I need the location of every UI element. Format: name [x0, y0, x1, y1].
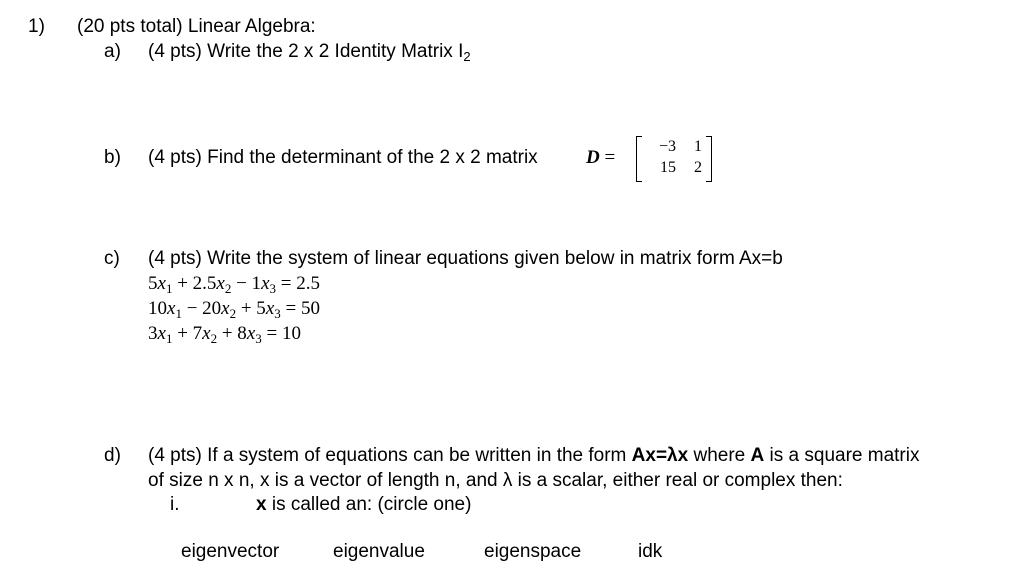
- equation-1: $5x_1 + 2.5x_2 - 1x_3 = 2.5$: [148, 273, 320, 296]
- option-eigenvalue[interactable]: eigenvalue: [333, 541, 425, 562]
- matrix-left-bracket: [636, 136, 642, 182]
- matrix-cell: 15: [660, 159, 676, 176]
- matrix-d: [636, 136, 712, 180]
- part-b-text: (4 pts) Find the determinant of the 2 x 2 matrix: [148, 147, 538, 168]
- equation-2: $10x_1 - 20x_2 + 5x_3 = 50$: [148, 298, 320, 321]
- matrix-cell: 1: [694, 138, 702, 155]
- matrix-right-bracket: [706, 136, 712, 182]
- part-d-line-1: (4 pts) If a system of equations can be written in the form Ax=λx where A is a square matrix: [148, 445, 920, 466]
- option-eigenvector[interactable]: eigenvector: [181, 541, 280, 562]
- part-a-subscript: 2: [463, 49, 471, 64]
- part-d-label: d): [104, 445, 121, 466]
- part-b-variable: D =: [586, 147, 616, 168]
- matrix-cell: −3: [658, 138, 676, 155]
- part-a-prompt: (4 pts) Write the 2 x 2 Identity Matrix I: [148, 41, 464, 62]
- matrix-cell: 2: [694, 159, 702, 176]
- part-a-text: [148, 41, 471, 64]
- question-number: 1): [28, 16, 45, 37]
- question-title: (20 pts total) Linear Algebra:: [77, 16, 316, 37]
- part-d-subquestion: x is called an: (circle one): [256, 494, 472, 515]
- part-d-line-2: of size n x n, x is a vector of length n, and λ is a scalar, either real or complex then:: [148, 470, 843, 491]
- option-idk[interactable]: idk: [638, 541, 663, 562]
- part-c-label: c): [104, 248, 120, 269]
- part-d-roman-label: i.: [170, 494, 180, 515]
- part-a-label: a): [104, 41, 121, 62]
- option-eigenspace[interactable]: eigenspace: [484, 541, 582, 562]
- part-b-label: b): [104, 147, 121, 168]
- part-c-text: (4 pts) Write the system of linear equations given below in matrix form Ax=b: [148, 248, 783, 269]
- equation-3: $3x_1 + 7x_2 + 8x_3 = 10$: [148, 323, 301, 346]
